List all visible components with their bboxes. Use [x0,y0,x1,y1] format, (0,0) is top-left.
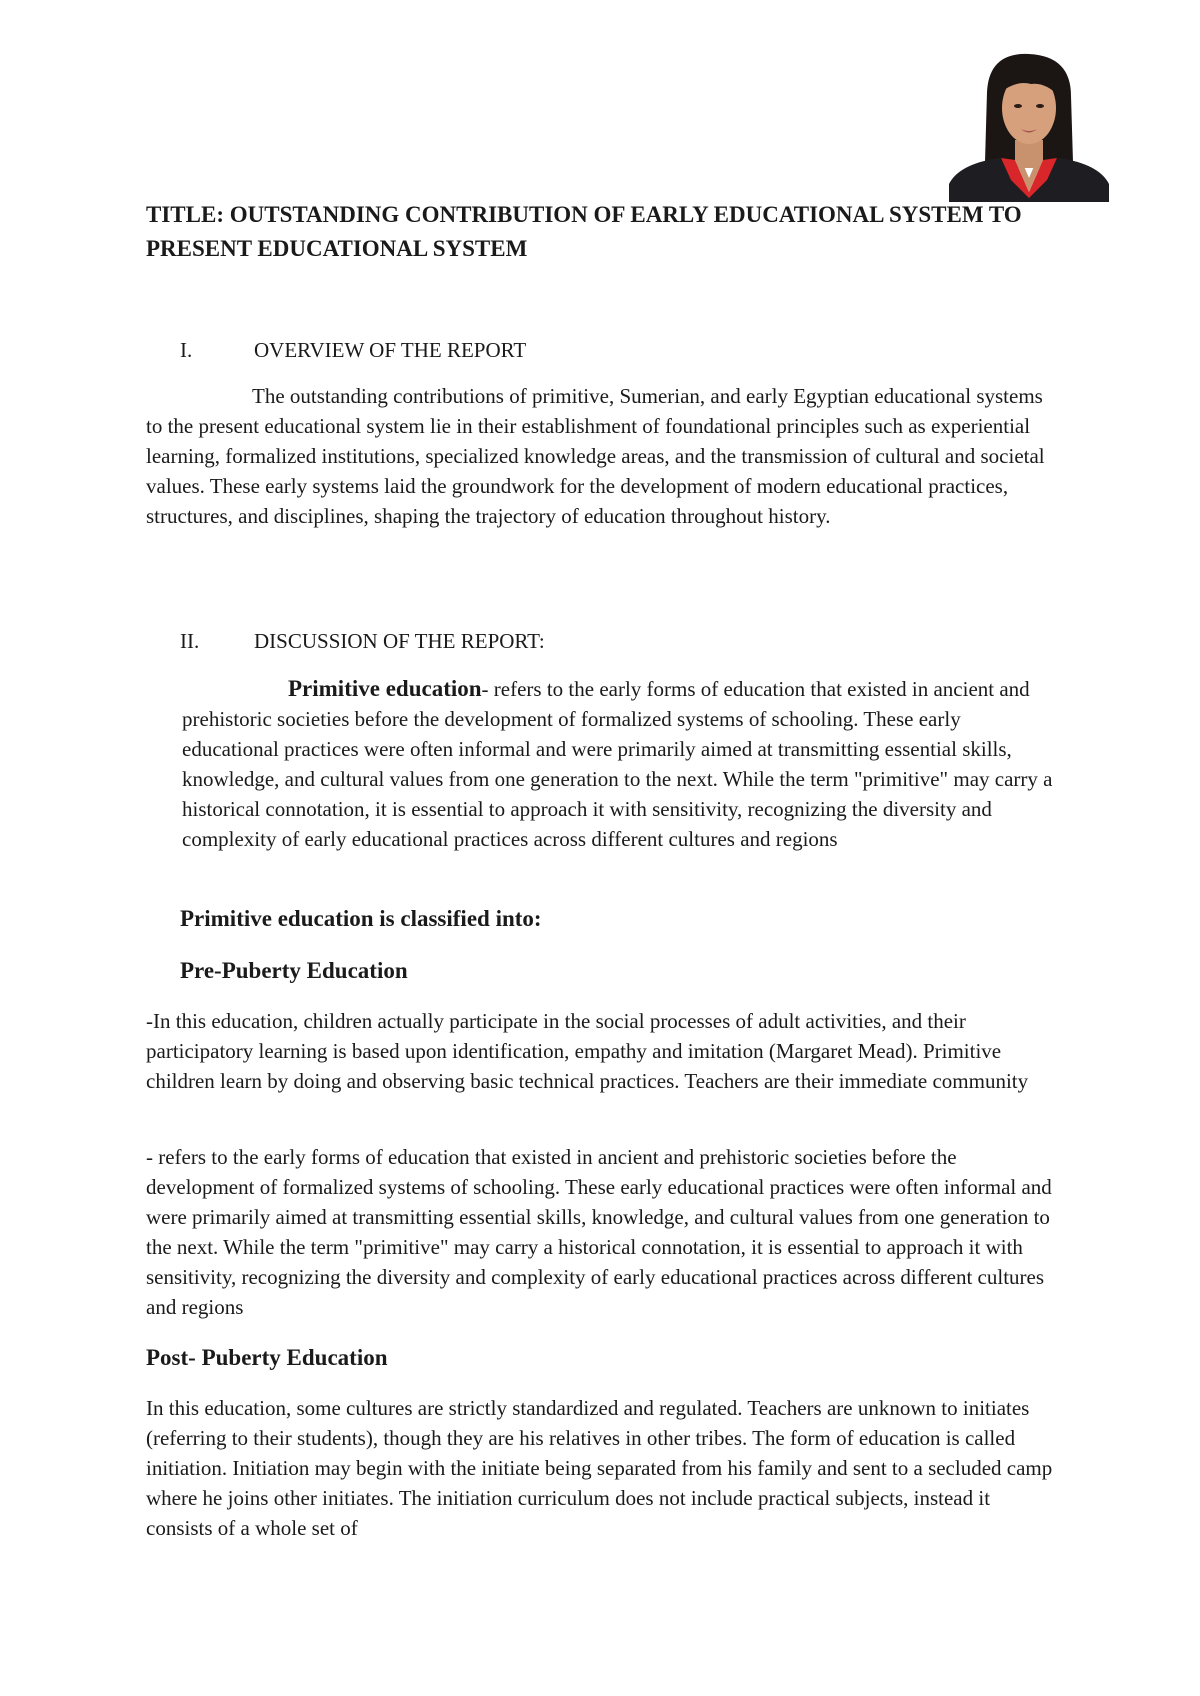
primitive-education-paragraph [182,674,1062,854]
primitive-education-term: Primitive education [288,676,482,701]
section-2-number: II. [180,629,200,653]
post-puberty-heading: Post- Puberty Education [146,1345,388,1370]
author-portrait-photo [949,52,1109,202]
section-1-title: OVERVIEW OF THE REPORT [254,338,527,362]
section-1-heading [180,336,526,364]
pre-puberty-heading: Pre-Puberty Education [180,958,408,983]
portrait-icon [949,52,1109,202]
section-2-heading [180,627,545,655]
overview-paragraph: The outstanding contributions of primitive, Sumerian, and early Egyptian educational systems to the present educational system lie in their establishment of foundational principles such as experiential learning, formalized institutions, specialized knowledge areas, and the transmission of cultural and societal values. These early systems laid the groundwork for the development of modern educational practices, structures, and disciplines, shaping the trajectory of education throughout history. [146,384,1045,528]
primitive-education-definition: - refers to the early forms of education that existed in ancient and prehistoric societies before the development of formalized systems of schooling. These early educational practices were often informal and were primarily aimed at transmitting essential skills, knowledge, and cultural values from one generation to the next. While the term "primitive" may carry a historical connotation, it is essential to approach it with sensitivity, recognizing the diversity and complexity of early educational practices across different cultures and regions [182,677,1053,851]
post-puberty-paragraph-1: In this education, some cultures are strictly standardized and regulated. Teachers are unknown to initiates (referring to their students), though they are his relatives in other tribes. The form of education is called initiation. Initiation may begin with the initiate being separated from his family and sent to a secluded camp where he joins other initiates. The initiation curriculum does not include practical subjects, instead it consists of a whole set of [146,1396,1053,1540]
classified-heading: Primitive education is classified into: [180,906,542,931]
pre-puberty-paragraph-2: - refers to the early forms of education that existed in ancient and prehistoric societies before the development of formalized systems of schooling. These early educational practices were often informal and were primarily aimed at transmitting essential skills, knowledge, and cultural values from one generation to the next. While the term "primitive" may carry a historical connotation, it is essential to approach it with sensitivity, recognizing the diversity and complexity of early educational practices across different cultures and regions [146,1145,1052,1319]
document-title: TITLE: OUTSTANDING CONTRIBUTION OF EARLY EDUCATIONAL SYSTEM TO PRESENT EDUCATIONAL SYSTEM [146,202,1022,261]
pre-puberty-paragraph-1: -In this education, children actually participate in the social processes of adult activities, and their participatory learning is based upon identification, empathy and imitation (Margaret Mead). Primitive children learn by doing and observing basic technical practices. Teachers are their immediate community [146,1009,1029,1093]
section-2-title: DISCUSSION OF THE REPORT: [254,629,545,653]
section-1-number: I. [180,338,193,362]
